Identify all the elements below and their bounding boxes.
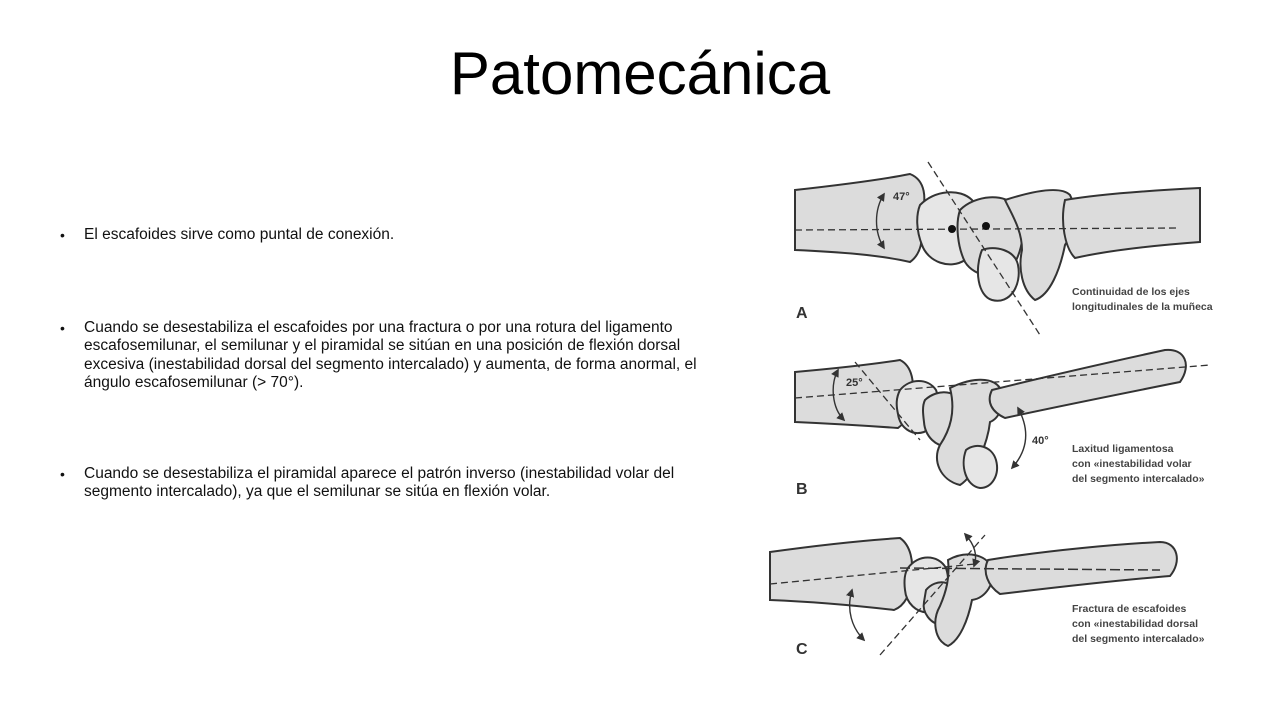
bullet-marker: • — [60, 227, 65, 243]
lunate-center-dot — [948, 225, 956, 233]
panel-b-caption-line-2: con «inestabilidad volar — [1072, 458, 1192, 470]
panel-letter-c: C — [796, 641, 808, 658]
metacarpal-bone — [990, 350, 1186, 418]
bullet-marker: • — [60, 465, 65, 482]
slide-title: Patomecánica — [449, 40, 831, 107]
panel-b-caption-line-3: del segmento intercalado» — [1072, 473, 1205, 485]
pisiform-bone — [964, 446, 997, 488]
radius-bone — [795, 360, 913, 428]
panel-b-caption-line-1: Laxitud ligamentosa — [1072, 443, 1174, 455]
bullet-item — [58, 319, 738, 393]
panel-c — [770, 534, 1205, 658]
panel-c-caption-line-1: Fractura de escafoides — [1072, 603, 1187, 615]
bullet-marker: • — [60, 319, 65, 336]
bullet-text: Cuando se desestabiliza el escafoides por una fractura o por una rotura del ligamento escafosemilunar, el semilunar y el piramidal se sitúan en una posición de flexión dorsal excesiva (inestabilidad dorsal del segmento intercalado) y aumenta, de forma anormal, el ángulo escafosemilunar (> 70°). — [84, 318, 697, 391]
panel-letter-b: B — [796, 481, 808, 498]
bullet-item — [58, 465, 738, 502]
bullet-item — [58, 226, 738, 245]
capitate-center-dot — [982, 222, 990, 230]
panel-a-caption-line-1: Continuidad de los ejes — [1072, 286, 1190, 298]
wrist-diagram — [760, 150, 1260, 670]
radius-bone — [795, 174, 924, 262]
panel-c-caption-line-3: del segmento intercalado» — [1072, 633, 1205, 645]
panel-c-caption-line-2: con «inestabilidad dorsal — [1072, 618, 1199, 630]
metacarpal-bone — [1063, 188, 1200, 258]
angle-label-40: 40° — [1032, 435, 1049, 447]
bullet-list — [58, 226, 738, 502]
panel-letter-a: A — [796, 305, 808, 322]
panel-b — [795, 350, 1210, 498]
angle-label-47: 47° — [893, 191, 910, 203]
metacarpal-bone — [986, 542, 1177, 594]
wrist-instability-figure — [760, 150, 1260, 670]
angle-label-25: 25° — [846, 377, 863, 389]
bullet-text: Cuando se desestabiliza el piramidal aparece el patrón inverso (inestabilidad volar del segmento intercalado), ya que el semilunar se sitúa en flexión volar. — [84, 464, 675, 500]
panel-a — [795, 162, 1213, 335]
panel-a-caption-line-2: longitudinales de la muñeca — [1072, 301, 1213, 313]
radius-bone — [770, 538, 912, 610]
bullet-text: El escafoides sirve como puntal de conexión. — [84, 226, 395, 243]
